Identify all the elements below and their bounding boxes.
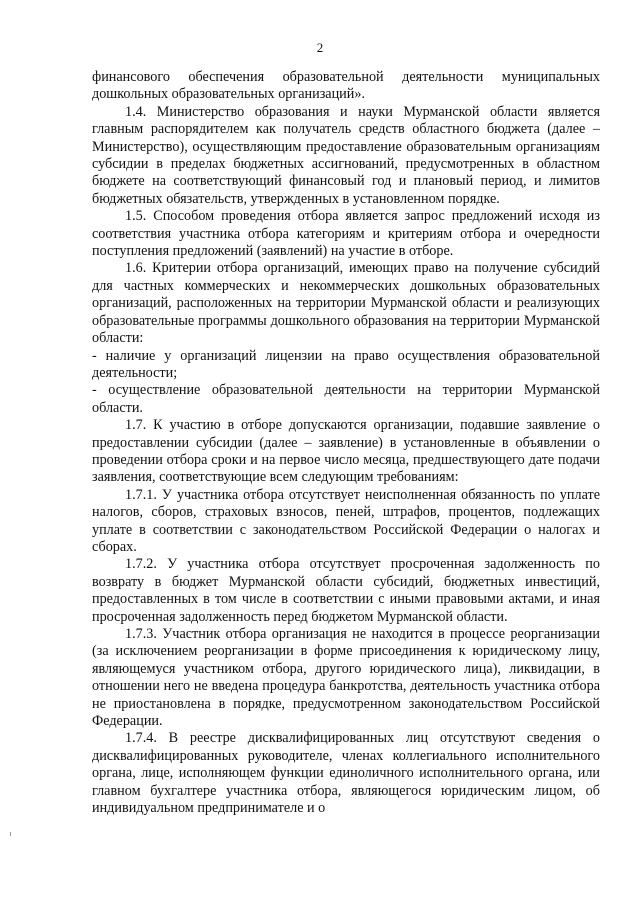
paragraph-1-6: 1.6. Критерии отбора организаций, имеющих право на получение субсидий для частных коммерческих и некоммерческих дошкольных образовательных организаций, расположенных на территории Мурманской области и реализующих образовательные программы дошкольного образования на территории Мурманской области:	[92, 260, 600, 347]
paragraph-1-7-1: 1.7.1. У участника отбора отсутствует неисполненная обязанность по уплате налогов, сборов, страховых взносов, пеней, штрафов, процентов, подлежащих уплате в соответствии с законодательством Российской Федерации о налогах и сборах.	[92, 486, 600, 555]
list-item-activity: - осуществление образовательной деятельности на территории Мурманской области.	[92, 382, 600, 416]
paragraph-1-7-2: 1.7.2. У участника отбора отсутствует просроченная задолженность по возврату в бюджет Мурманской области субсидий, бюджетных инвестиций, предоставленных в том числе в соответствии с иными правовыми актами, и иная просроченная задолженность перед бюджетом Мурманской области.	[92, 556, 600, 625]
paragraph-1-7-4: 1.7.4. В реестре дисквалифицированных лиц отсутствуют сведения о дисквалифицированных руководителе, членах коллегиального исполнительного органа, лице, исполняющем функции единоличного исполнительного органа, или главном бухгалтере участника отбора, являющегося юридическим лицом, об индивидуальном предпринимателе и о	[92, 730, 600, 817]
paragraph-1-5: 1.5. Способом проведения отбора является запрос предложений исходя из соответствия участника отбора категориям и критериям отбора и очередности поступления предложений (заявлений) на участие в отборе.	[92, 208, 600, 260]
paragraph-continuation: финансового обеспечения образовательной деятельности муниципальных дошкольных образовательных организаций».	[92, 69, 600, 103]
paragraph-1-7: 1.7. К участию в отборе допускаются организации, подавшие заявление о предоставлении субсидии (далее – заявление) в установленные в объявлении о проведении отбора сроки и на первое число месяца, предшествующего дате подачи заявления, соответствующие всем следующим требованиям:	[92, 417, 600, 486]
page-number: 2	[316, 40, 324, 55]
scan-mark	[10, 832, 11, 836]
paragraph-1-4: 1.4. Министерство образования и науки Мурманской области является главным распорядителем как получатель средств областного бюджета (далее – Министерство), осуществляющим предоставление образовательным организациям субсидии в пределах бюджетных ассигнований, предусмотренных в областном бюджете на соответствующий финансовый год и плановый период, и лимитов бюджетных обязательств, утвержденных в установленном порядке.	[92, 103, 600, 207]
paragraph-1-7-3: 1.7.3. Участник отбора организация не находится в процессе реорганизации (за исключением реорганизации в форме присоединения к юридическому лицу, являющемуся участником отбора, другого юридического лица), ликвидации, в отношении него не введена процедура банкротства, деятельность участника отбора не приостановлена в порядке, предусмотренном законодательством Российской Федерации.	[92, 626, 600, 730]
list-item-license: - наличие у организаций лицензии на право осуществления образовательной деятельности;	[92, 347, 600, 381]
document-body	[92, 69, 600, 817]
